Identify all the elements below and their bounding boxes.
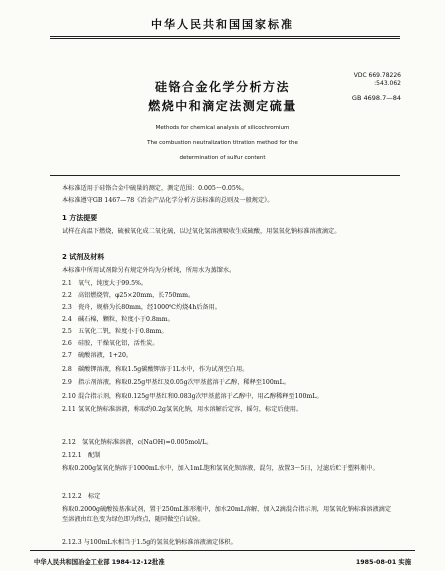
reagent-item: 2.1 氧气，纯度大于99.5%。 [62,280,148,287]
title-en-line3: determination of sulfur content [179,155,266,161]
title-en-line2: The combustion neutralization titration method for the [147,140,298,146]
implementation-date: 1985-08-01 实施 [355,559,411,566]
subsection-2-12-2: 2.12.2 标定 [62,493,101,500]
vdc-code-2: :543.062 [374,80,401,87]
preparation-text: 称取0.200g氢氧化钠溶于1000mL水中，加入1mL饱和氢氧化钡溶液，混匀，放置3～5日，过滤后贮于塑料瓶中。 [62,465,379,472]
scope-text: 本标准适用于硅铬合金中硫量的测定，测定范围：0.005～0.05%。 [62,185,248,192]
standardization-text: 称取0.2000g硫酸铵基准试剂，置于250mL锥形瓶中，加水20mL溶解，加入2滴混合指示剂，用氢氧化钠标准溶液滴定至溶液由红色变为绿色即为终点，随同做空白试验。 [62,506,392,524]
header-divider [50,36,400,37]
title-divider [50,175,400,176]
reagent-item: 2.5 五氧化二钒，粒度小于0.8mm。 [62,328,168,335]
reagent-item: 2.6 硅胶，干燥氧化铝，活性炭。 [62,340,159,347]
reagent-item: 2.4 碱石棉，颗粒，粒度小于0.8mm。 [62,316,174,323]
compliance-text: 本标准遵守GB 1467—78《冶金产品化学分析方法标准的总则及一般规定》。 [62,197,274,204]
section-2-heading: 2 试剂及材料 [62,253,105,261]
title-cn-line2: 燃烧中和滴定法测定硫量 [148,99,297,113]
reagent-item: 2.8 碳酸钾溶液，称取1.5g碳酸钾溶于1L水中，作为试剂空白用。 [62,366,249,373]
reagent-item: 2.9 指示剂溶液，称取0.25g甲基红及0.05g次甲基蓝溶于乙醇，稀释至100mL。 [62,379,290,386]
vdc-code: VDC 669.78226 [353,72,401,79]
reagent-item: 2.2 高铝燃烧管，φ25×20mm，长750mm。 [62,292,195,299]
standard-type-header: 中华人民共和国国家标准 [151,18,294,31]
footer-divider [30,550,415,551]
title-cn-line1: 硅铬合金化学分析方法 [154,80,290,94]
subsection-2-12: 2.12 氢氧化钠标准溶液，c(NaOH)=0.005mol/L。 [62,439,213,446]
subsection-2-12-1: 2.12.1 配制 [62,452,101,459]
gb-number: GB 4698.7—84 [351,94,401,102]
approval-line: 中华人民共和国冶金工业部 1984-12-12批准 [34,559,165,566]
section-2-intro: 本标准中所用试剂除另有规定外均为分析纯，所用水为蒸馏水。 [62,267,236,274]
reagent-item: 2.3 瓷舟，规格为长80mm，经1000℃灼烧4h后备用。 [62,304,221,311]
header-divider-2 [50,38,400,39]
section-1-heading: 1 方法提要 [62,214,98,222]
reagent-item: 2.10 混合指示剂，称取0.125g甲基红和0.083g次甲基蓝溶于乙醇中，用乙醇稀释至100mL。 [62,393,323,400]
title-en-line1: Methods for chemical analysis of silicochromium [155,125,290,131]
reagent-item: 2.11 氢氧化钠标准溶液，称取约0.2g氢氧化钠，用水溶解后定容，摇匀，标定后使用。 [62,406,303,413]
section-1-text: 试样在高温下燃烧，硫被氧化成二氧化硫，以过氧化氢溶液吸收生成硫酸，用氢氧化钠标准溶液滴定。 [62,228,341,235]
reagent-item: 2.7 硫酸溶液，1+20。 [62,352,133,359]
subsection-2-12-3: 2.12.3 与100mL水相当于1.5g的氢氧化钠标准溶液滴定体积。 [62,539,237,546]
